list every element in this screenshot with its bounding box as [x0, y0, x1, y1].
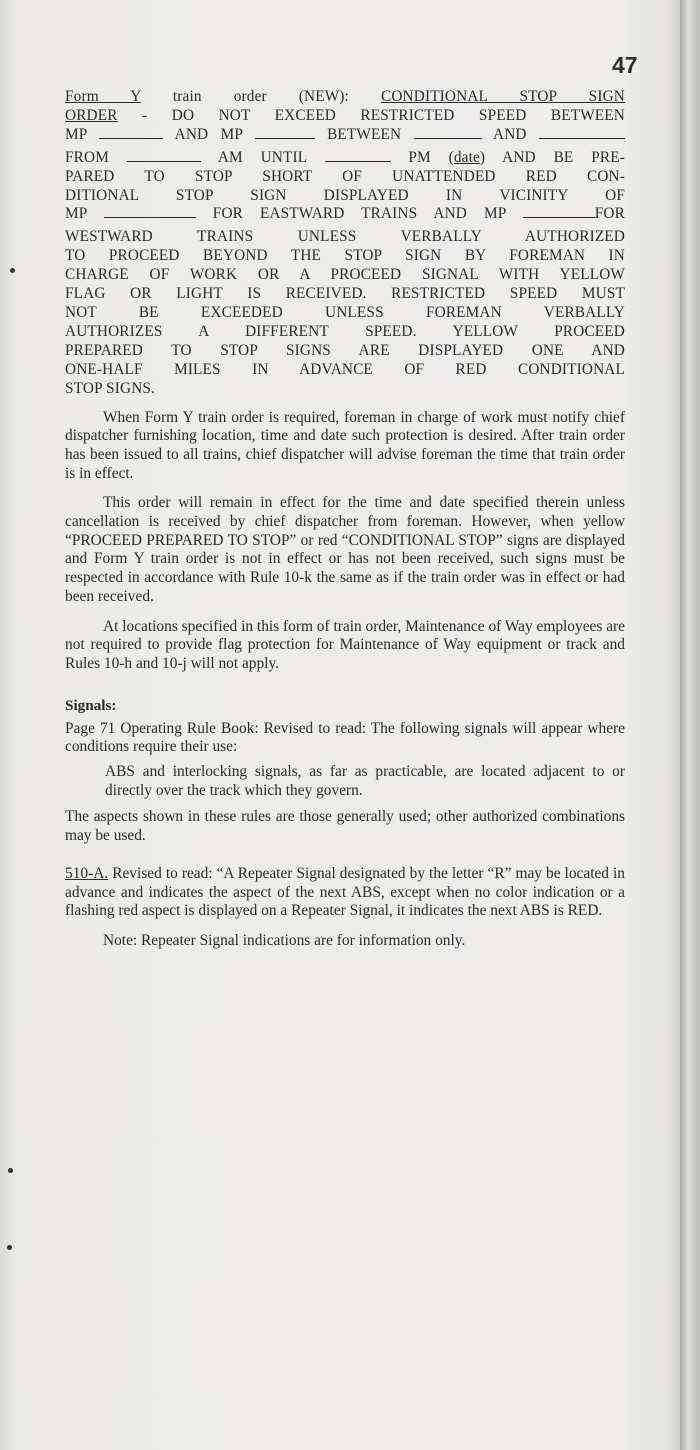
paragraph-flag-protection: At locations specified in this form of train order, Maintenance of Way employees are not required to provide flag protection for Maintenance of Way equipment or track and Rules 10-h and 10-j will not apply.	[65, 617, 625, 672]
form-y-line: FROM AM UNTIL PM (date) AND BE PRE-	[65, 148, 626, 166]
signals-heading: Signals:	[65, 696, 117, 714]
form-y-line: PREPARED TO STOP SIGNS ARE DISPLAYED ONE AND	[65, 341, 625, 359]
paragraph-form-y-request: When Form Y train order is required, foreman in charge of work must notify chief dispatcher furnishing location, time and date such protection is desired. After train order has been issued to all trains, chief dispatcher will advise foreman the time that train order is in effect.	[65, 408, 625, 482]
form-y-line: Form Y train order (NEW): CONDITIONAL STOP SIGN	[65, 88, 625, 105]
fill-blank	[325, 149, 391, 162]
rule-510a-label: 510-A.	[65, 864, 109, 882]
rule-510a-paragraph	[65, 865, 625, 921]
form-y-line: PARED TO STOP SHORT OF UNATTENDED RED CON-	[65, 167, 625, 185]
form-y-line: MP AND MP BETWEEN AND	[65, 126, 625, 145]
margin-mark	[8, 1168, 13, 1173]
form-y-line: TO PROCEED BEYOND THE STOP SIGN BY FOREMAN IN	[65, 247, 625, 265]
signals-intro: Page 71 Operating Rule Book: Revised to read: The following signals will appear where conditions require their use:	[65, 719, 625, 756]
page-content	[65, 88, 625, 951]
abs-paragraph: ABS and interlocking signals, as far as practicable, are located adjacent to or directly over the track which they govern.	[105, 763, 625, 799]
note-paragraph: Note: Repeater Signal indications are for information only.	[103, 931, 466, 949]
form-y-line: AUTHORIZES A DIFFERENT SPEED. YELLOW PROCEED	[65, 322, 625, 340]
form-y-line: CHARGE OF WORK OR A PROCEED SIGNAL WITH YELLOW	[65, 266, 625, 284]
fill-blank	[104, 205, 196, 218]
fill-blank	[523, 205, 595, 218]
form-y-line: DITIONAL STOP SIGN DISPLAYED IN VICINITY OF	[65, 186, 625, 204]
form-y-line: FLAG OR LIGHT IS RECEIVED. RESTRICTED SPEED MUST	[65, 285, 625, 303]
aspects-paragraph: The aspects shown in these rules are those generally used; other authorized combinations may be used.	[65, 808, 625, 845]
form-y-line: NOT BE EXCEEDED UNLESS FOREMAN VERBALLY	[65, 303, 625, 321]
fill-blank	[127, 149, 201, 162]
fill-blank	[539, 126, 625, 139]
form-y-line: MP FOR EASTWARD TRAINS AND MP FOR	[65, 205, 625, 223]
margin-mark	[7, 1245, 12, 1250]
rule-510a-text: Revised to read: “A Repeater Signal designated by the letter “R” may be located in advance and indicates the aspect of the next ABS, except when no color indication or a flashing red aspect is displayed on a Repeater Signal, it indicates the next ABS is RED.	[65, 864, 625, 920]
abs-block	[65, 763, 625, 800]
margin-mark	[10, 268, 15, 273]
fill-blank	[414, 126, 482, 139]
form-y-order-block	[65, 88, 625, 399]
fill-blank	[255, 126, 315, 139]
form-y-line: STOP SIGNS.	[65, 379, 156, 397]
form-y-line: ONE-HALF MILES IN ADVANCE OF RED CONDITIONAL	[65, 360, 625, 378]
form-y-line: ORDER - DO NOT EXCEED RESTRICTED SPEED BETWEEN	[65, 106, 625, 124]
paragraph-order-effect: This order will remain in effect for the time and date specified therein unless cancellation is received by chief dispatcher from foreman. However, when yellow “PROCEED PREPARED TO STOP” or red “CONDITIONAL STOP” signs are displayed and Form Y train order is not in effect or has not been received, such signs must be respected in accordance with Rule 10-k the same as if the train order was in effect or had been received.	[65, 494, 625, 605]
page-number: 47	[612, 52, 638, 78]
page-edge	[680, 0, 700, 1450]
form-y-line: WESTWARD TRAINS UNLESS VERBALLY AUTHORIZED	[65, 228, 625, 246]
fill-blank	[99, 126, 163, 139]
